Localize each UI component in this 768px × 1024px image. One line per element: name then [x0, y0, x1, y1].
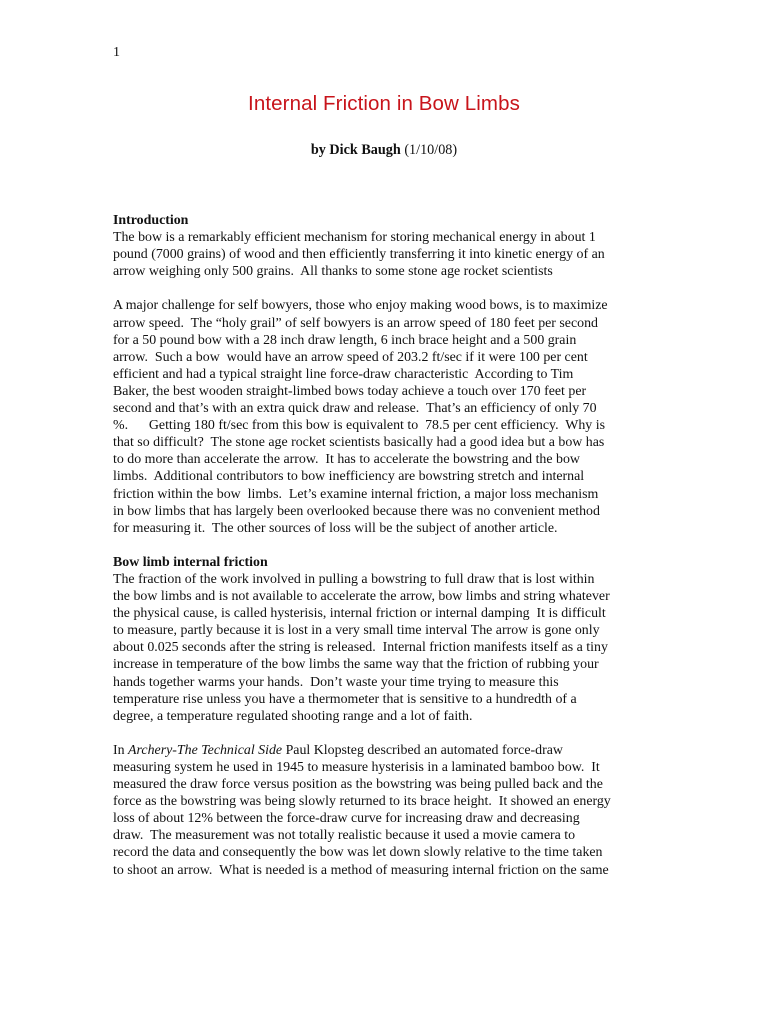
text-line: force as the bowstring was being slowly returned to its brace height. It showed an energy: [113, 794, 611, 810]
text-line: measuring system he used in 1945 to measure hysterisis in a laminated bamboo bow. It: [113, 760, 600, 775]
byline-author: by Dick Baugh: [310, 142, 401, 158]
byline-date: (1/10/08): [404, 142, 458, 158]
text-line: arrow speed. The “holy grail” of self bowyers is an arrow speed of 180 feet per second: [113, 315, 598, 331]
text-line: increase in temperature of the bow limbs the same way that the friction of rubbing your: [113, 657, 599, 673]
text-line: second and that’s with an extra quick draw and release. That’s an efficiency of only 70: [113, 401, 597, 417]
text-line: for a 50 pound bow with a 28 inch draw length, 6 inch brace height and a 500 grain: [113, 332, 577, 348]
text-line: measured the draw force versus position as the bowstring was being pulled back and the: [113, 777, 603, 793]
text-line: pound (7000 grains) of wood and then efficiently transferring it into kinetic energy of an: [113, 247, 605, 263]
text-line: degree, a temperature regulated shooting range and a lot of faith.: [113, 708, 473, 724]
text-line: to shoot an arrow. What is needed is a method of measuring internal friction on the same: [113, 862, 609, 878]
section-heading-introduction: Introduction: [113, 213, 189, 228]
text-line: arrow weighing only 500 grains. All thanks to some stone age rocket scientists: [113, 264, 553, 280]
text-line: that so difficult? The stone age rocket scientists basically had a good idea but a bow has: [113, 435, 605, 451]
text-line: for measuring it. The other sources of loss will be the subject of another article.: [113, 520, 558, 536]
text-line: %. Getting 180 ft/sec from this bow is equivalent to 78.5 per cent efficiency. Why is: [113, 418, 605, 434]
text-line: the bow limbs and is not available to accelerate the arrow, bow limbs and string whatever: [113, 589, 610, 605]
text-line: temperature rise unless you have a thermometer that is sensitive to a hundredth of a: [113, 691, 577, 707]
page-number: 1: [113, 45, 120, 60]
paragraph-intro-1: [113, 229, 658, 280]
text-line: draw. The measurement was not totally realistic because it used a movie camera to: [113, 828, 576, 844]
document-body: [113, 212, 658, 879]
text-line: the physical cause, is called hysterisis, internal friction or internal damping It is difficult: [113, 606, 606, 622]
paragraph-bow-limb-1: [113, 571, 658, 725]
text-line: efficient and had a typical straight line force-draw characteristic According to Tim: [113, 366, 574, 382]
paragraph-intro-2: [113, 297, 658, 536]
text-line: [113, 742, 658, 759]
text-line: record the data and consequently the bow was let down slowly relative to the time taken: [113, 845, 603, 861]
text-line: loss of about 12% between the force-draw curve for increasing draw and decreasing: [113, 811, 580, 827]
text-line: arrow. Such a bow would have an arrow speed of 203.2 ft/sec if it were 100 per cent: [113, 349, 588, 365]
text-line: to measure, partly because it is lost in a very small time interval The arrow is gone only: [113, 623, 600, 639]
text-line: hands together warms your hands. Don’t waste your time trying to measure this: [113, 674, 559, 690]
book-title: Archery-The Technical Side: [128, 742, 283, 758]
text-line: friction within the bow limbs. Let’s examine internal friction, a major loss mechanism: [113, 486, 599, 502]
text-line: to do more than accelerate the arrow. It has to accelerate the bowstring and the bow: [113, 452, 580, 468]
text-line: in bow limbs that has largely been overlooked because there was no convenient method: [113, 503, 600, 519]
text-line: The fraction of the work involved in pulling a bowstring to full draw that is lost within: [113, 571, 595, 587]
text-fragment: Paul Klopsteg described an automated force-draw: [282, 742, 563, 758]
text-line: A major challenge for self bowyers, those who enjoy making wood bows, is to maximize: [113, 298, 608, 314]
paragraph-klopsteg: [113, 742, 658, 879]
text-line: limbs. Additional contributors to bow inefficiency are bowstring stretch and internal: [113, 469, 585, 485]
section-heading-bow-limb: Bow limb internal friction: [113, 554, 268, 570]
document-title: Internal Friction in Bow Limbs: [248, 92, 520, 115]
text-line: Baker, the best wooden straight-limbed bows today achieve a touch over 170 feet per: [113, 383, 587, 399]
byline: [0, 141, 768, 159]
text-line: The bow is a remarkably efficient mechanism for storing mechanical energy in about 1: [113, 230, 596, 246]
text-fragment: In: [113, 742, 129, 758]
text-line: about 0.025 seconds after the string is released. Internal friction manifests itself as a tiny: [113, 640, 608, 656]
